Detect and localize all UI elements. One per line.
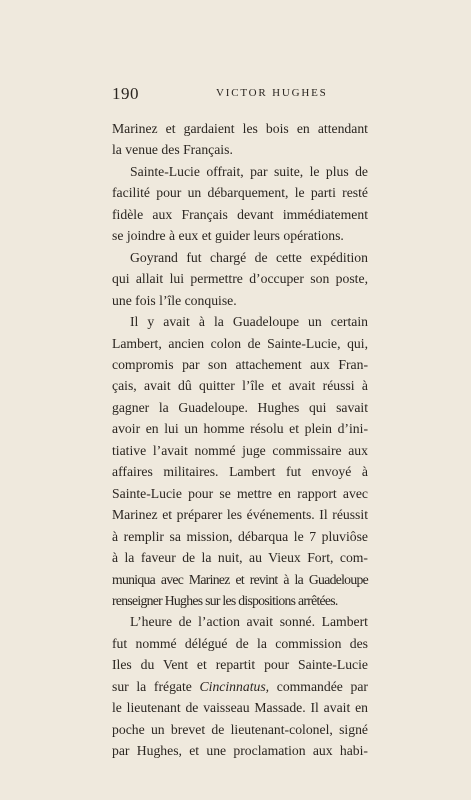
text-line: tiative l’avait nommé juge commissaire aux — [112, 442, 368, 458]
text-line: muniqua avec Marinez et revint à la Guadeloupe — [112, 571, 368, 587]
text-line: Sainte-Lucie offrait, par suite, le plus de — [130, 163, 368, 179]
text-line: Il y avait à la Guadeloupe un certain — [130, 314, 368, 330]
text-line: compromis par son attachement aux Fran- — [112, 356, 368, 372]
text-line: Lambert, ancien colon de Sainte-Lucie, qui, — [112, 335, 368, 351]
text-line: la venue des Français. — [112, 142, 233, 158]
text-line: affaires militaires. Lambert fut envoyé à — [112, 464, 368, 480]
text-line: Marinez et gardaient les bois en attendant — [112, 121, 368, 136]
text-line: se joindre à eux et guider leurs opérations. — [112, 228, 344, 244]
text-line: Iles du Vent et repartit pour Sainte-Lucie — [112, 657, 368, 673]
text-line: Sainte-Lucie pour se mettre en rapport avec — [112, 485, 368, 501]
text-line: poche un brevet de lieutenant-colonel, signé — [112, 721, 368, 737]
text-line: qui allait lui permettre d’occuper son poste, — [112, 271, 368, 287]
ship-name: Cincinnatus, — [199, 678, 270, 694]
text-line: à la faveur de la nuit, au Vieux Fort, com- — [112, 550, 368, 566]
text-line: le lieutenant de vaisseau Massade. Il avait en — [112, 700, 368, 716]
text-line: à remplir sa mission, débarqua le 7 pluviôse — [112, 528, 368, 544]
page-number: 190 — [112, 84, 139, 103]
text-line: çais, avait dû quitter l’île et avait réussi à — [112, 378, 368, 394]
text-line: avoir en lui un homme résolu et plein d’ini- — [112, 421, 368, 437]
text-line: fut nommé délégué de la commission des — [112, 635, 368, 651]
text-line: renseigner Hughes sur les dispositions arrêtées. — [112, 592, 338, 608]
text-line: sur la frégate Cincinnatus, commandée par — [112, 678, 368, 694]
text-line: Marinez et préparer les événements. Il réussit — [112, 507, 368, 523]
text-line: une fois l’île conquise. — [112, 292, 237, 308]
body-text — [112, 118, 368, 762]
text-line: gagner la Guadeloupe. Hughes qui savait — [112, 399, 368, 415]
running-title: VICTOR HUGHES — [216, 87, 328, 99]
text-line: Goyrand fut chargé de cette expédition — [130, 249, 368, 265]
text-line: L’heure de l’action avait sonné. Lambert — [130, 614, 368, 630]
page-header — [112, 84, 368, 104]
text-line: facilité pour un débarquement, le parti resté — [112, 185, 368, 201]
text-line: par Hughes, et une proclamation aux habi- — [112, 743, 368, 759]
text-line: fidèle aux Français devant immédiatement — [112, 206, 368, 222]
